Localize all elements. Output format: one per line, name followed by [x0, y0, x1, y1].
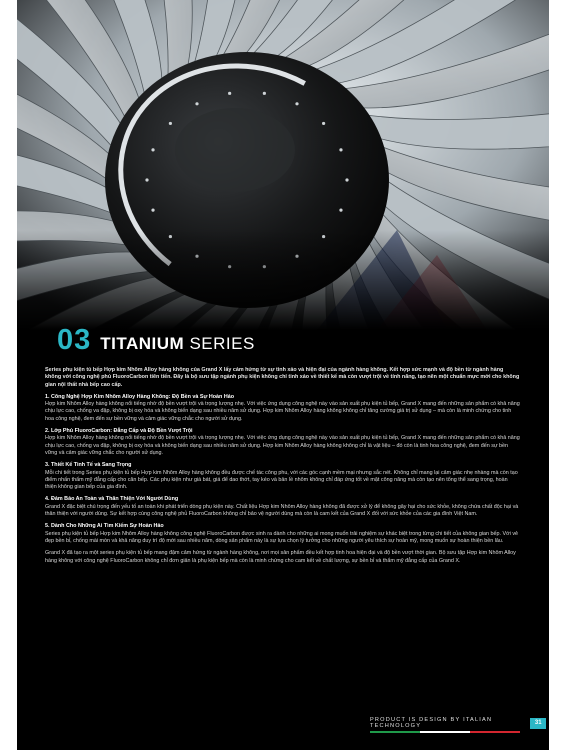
intro-paragraph: Series phụ kiện tủ bếp Hợp kim Nhôm Alloy hàng không của Grand X lấy cảm hứng từ sự tinh xảo và hiện đại của ngành hàng không. Kết hợp sức mạnh và độ bền từ ngành hàng không với công nghệ phủ FluoroCarbon tiên tiến. Đây là bộ sưu tập ngành phụ kiện không chỉ tinh xảo về thiết kế mà còn vượt trội về tính năng, tạo nên một chuẩn mực mới cho không gian nội thất nhà bếp cao cấp. [45, 367, 520, 388]
section-title [57, 324, 255, 360]
section-4 [45, 496, 520, 518]
page-number: 31 [530, 718, 546, 729]
hub-bolt [151, 208, 154, 211]
article-body [45, 367, 520, 570]
section-3 [45, 462, 520, 491]
hub-bolt [151, 148, 154, 151]
section-2 [45, 428, 520, 457]
hub-bolt [145, 178, 148, 181]
section-1 [45, 394, 520, 423]
section-2-body: Hợp kim Nhôm Alloy hàng không nổi tiếng nhờ độ bền vượt trội và trọng lượng nhẹ. Với việc ứng dụng công nghệ này vào sản xuất phụ kiện tủ bếp, Grand X mang đến những sản phẩm có khả năng chịu lực cao, chống va đập, không bị oxy hóa và không biến dạng sau nhiều năm sử dụng. Hợp kim Nhôm Alloy hàng không không chỉ là vật liệu – đó còn là tinh hoa công nghệ, đem đến sự bền vững và cảm giác vững chắc cho người sử dụng. [45, 435, 520, 456]
footer-tagline: PRODUCT IS DESIGN BY ITALIAN TECHNOLOGY [370, 717, 493, 729]
closing-paragraph: Grand X đã tạo ra một series phụ kiện tủ bếp mang đậm cảm hứng từ ngành hàng không, nơi mọi sản phẩm đều kết hợp tinh hoa hiện đại và độ bền vượt thời gian. Bộ sưu tập Hợp kim Nhôm Alloy hàng không với công nghệ FluoroCarbon không chỉ đơn giản là phụ kiện bếp mà còn là minh chứng cho cam kết về chất lượng, sự bền bỉ và thẩm mỹ đẳng cấp của Grand X. [45, 550, 516, 564]
italian-flag-stripe [370, 731, 520, 733]
flag-red [470, 731, 520, 733]
section-5-body: Series phụ kiện tủ bếp Hợp kim Nhôm Alloy hàng không công nghệ FluoroCarbon được sinh ra dành cho những ai mong muốn trải nghiệm sự khác biệt trong từng chi tiết của không gian bếp. Với vẻ đẹp bền bỉ, chống mài mòn và khả năng duy trì độ mới sau nhiều năm, dòng sản phẩm này là sự lựa chọn lý tưởng cho những người yêu thích sự hoàn mỹ, mong muốn sự hoàn thiện bền lâu. [45, 530, 519, 544]
hub-bolt [228, 92, 231, 95]
section-1-heading: 1. Công Nghệ Hợp Kim Nhôm Alloy Hàng Không: Độ Bền và Sự Hoàn Hảo [45, 393, 235, 400]
section-3-body: Mỗi chi tiết trong Series phụ kiện tủ bếp Hợp kim Nhôm Alloy hàng không đều được chế tác công phu, với các góc cạnh mềm mại nhưng sắc nét. Không chỉ mang lại cảm giác nhẹ nhàng mà còn tạo điểm nhấn thẩm mỹ đẳng cấp cho căn bếp. Các phụ kiện như giá bát, giá để dao thớt, tay kéo và bản lề nhôm không chỉ đáp ứng tốt về mặt công năng mà còn tạo nên tổng thể sang trọng, hoàn thiện không gian bếp của gia đình. [45, 469, 518, 491]
section-3-heading: 3. Thiết Kế Tinh Tế và Sang Trọng [45, 462, 132, 469]
series-name-bold: TITANIUM [100, 334, 185, 353]
hub-bolt [339, 208, 342, 211]
hub-bolt [345, 178, 348, 181]
hub-bolt [169, 122, 172, 125]
series-number: 03 [57, 324, 92, 356]
flag-green [370, 731, 420, 733]
hub-bolt [263, 92, 266, 95]
section-4-body: Grand X đặc biệt chú trọng đến yếu tố an toàn khi phát triển dòng phụ kiện này. Chất liệu Hợp kim Nhôm Alloy hàng không đã được xử lý để không gây hại cho sức khỏe, không chứa chất độc hại và thân thiện với người dùng. Sự kết hợp cùng công nghệ phủ FluoroCarbon không chỉ bảo vệ người dùng mà còn là cam kết của Grand X đối với sức khỏe của các gia đình Việt Nam. [45, 503, 519, 518]
turbine-engine-image [17, 0, 549, 330]
flag-white [420, 731, 470, 733]
hub-bolt [195, 102, 198, 105]
section-1-body: Hợp kim Nhôm Alloy hàng không nổi tiếng nhờ độ bền vượt trội và trọng lượng nhẹ. Với việc ứng dụng công nghệ này vào sản xuất phụ kiện tủ bếp, Grand X mang đến những sản phẩm có khả năng chịu lực cao, chống va đập, không bị oxy hóa và không biến dạng sau nhiều năm sử dụng. Hợp kim Nhôm Alloy hàng không không chỉ tăng cường giá trị sử dụng – mà còn là minh chứng cho tinh hoa công nghệ, đem đến sự bền vững và cảm giác vững chắc cho người sử dụng. [45, 401, 520, 422]
section-5-heading: 5. Dành Cho Những Ai Tìm Kiếm Sự Hoàn Hảo [45, 523, 164, 530]
brochure-page [17, 0, 549, 750]
hub-bolt [339, 148, 342, 151]
series-name [100, 334, 255, 354]
series-name-light: SERIES [189, 334, 255, 353]
page-footer [370, 716, 546, 730]
hub-bolt [295, 102, 298, 105]
hub-bolt [322, 122, 325, 125]
section-2-heading: 2. Lớp Phủ FluoroCarbon: Đẳng Cấp và Độ Bền Vượt Trội [45, 428, 193, 435]
section-5 [45, 523, 520, 545]
section-4-heading: 4. Đảm Bảo An Toàn và Thân Thiện Với Người Dùng [45, 496, 179, 503]
